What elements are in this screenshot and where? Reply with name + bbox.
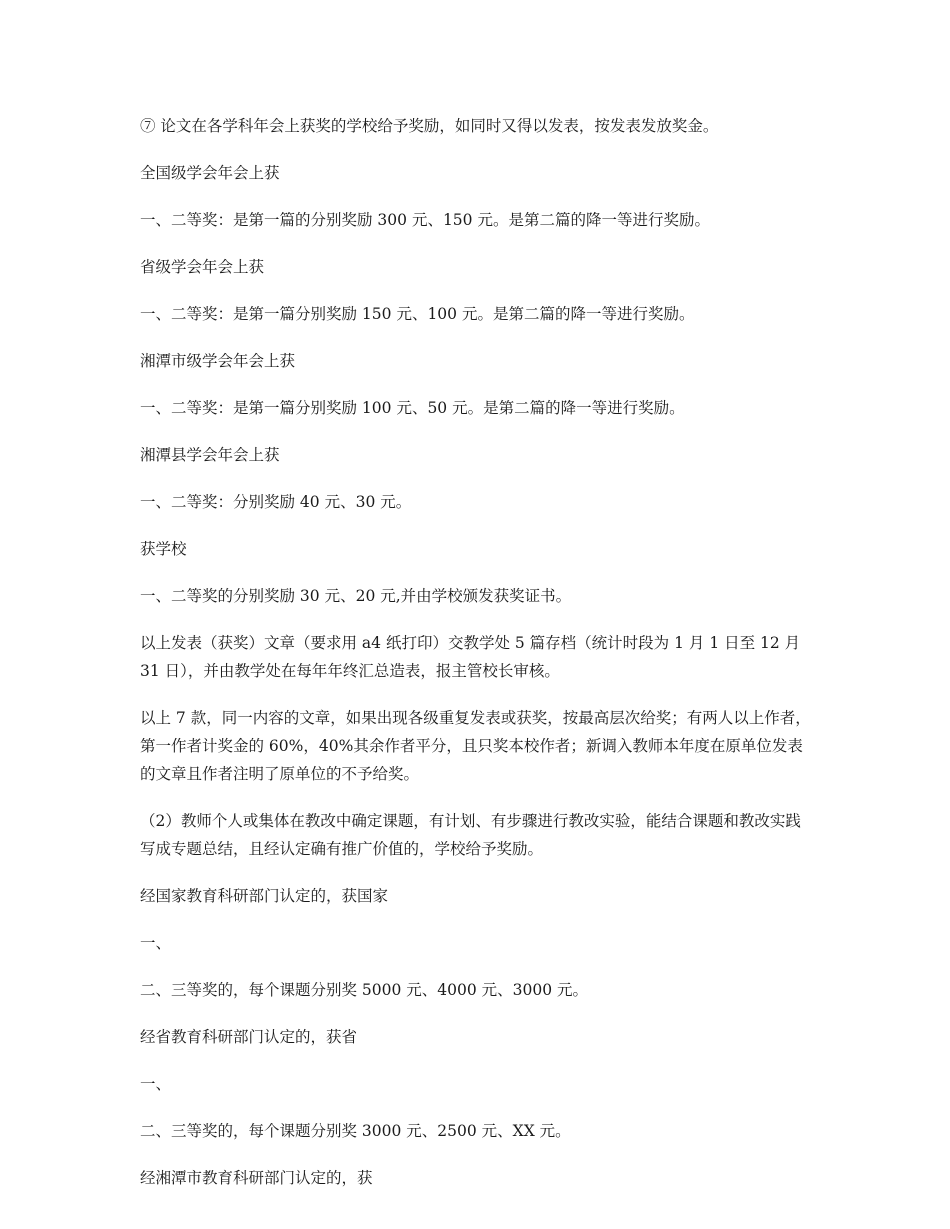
- paragraph-duplicate-rule: 以上 7 款，同一内容的文章，如果出现各级重复发表或获奖，按最高层次给奖；有两人以上作者，第一作者计奖金的 60%，40%其余作者平分，且只奖本校作者；新调入教师本年度在原单位发表的文章且作者注明了原单位的不予给奖。: [140, 709, 811, 783]
- paragraph-city-heading: 湘潭市级学会年会上获: [140, 352, 296, 370]
- paragraph-school-heading: 获学校: [140, 540, 187, 558]
- paragraph-provincial-research-first: 一、: [140, 1075, 172, 1093]
- document-body: [140, 112, 812, 1211]
- paragraph-county-award: 一、二等奖：分别奖励 40 元、30 元。: [140, 493, 412, 511]
- paragraph-national-award: 一、二等奖：是第一篇的分别奖励 300 元、150 元。是第二篇的降一等进行奖励。: [140, 211, 710, 229]
- paragraph-national-research-heading: 经国家教育科研部门认定的，获国家: [140, 887, 389, 905]
- paragraph-provincial-research-heading: 经省教育科研部门认定的，获省: [140, 1028, 358, 1046]
- paragraph-provincial-heading: 省级学会年会上获: [140, 258, 265, 276]
- paragraph-research-project-rule: （2）教师个人或集体在教改中确定课题，有计划、有步骤进行教改实验，能结合课题和教改实践写成专题总结，且经认定确有推广价值的，学校给予奖励。: [140, 812, 801, 858]
- paragraph-county-heading: 湘潭县学会年会上获: [140, 446, 280, 464]
- paragraph-thesis-award-rule: ⑦ 论文在各学科年会上获奖的学校给予奖励，如同时又得以发表，按发表发放奖金。: [140, 117, 719, 135]
- paragraph-provincial-research-award: 二、三等奖的，每个课题分别奖 3000 元、2500 元、XX 元。: [140, 1122, 571, 1140]
- paragraph-national-heading: 全国级学会年会上获: [140, 164, 280, 182]
- paragraph-national-research-first: 一、: [140, 934, 172, 952]
- paragraph-city-award: 一、二等奖：是第一篇分别奖励 100 元、50 元。是第二篇的降一等进行奖励。: [140, 399, 685, 417]
- paragraph-archiving-rule: 以上发表（获奖）文章（要求用 a4 纸打印）交教学处 5 篇存档（统计时段为 1 月 1 日至 12 月 31 日），并由教学处在每年年终汇总造表，报主管校长审核。: [140, 634, 801, 680]
- paragraph-provincial-award: 一、二等奖：是第一篇分别奖励 150 元、100 元。是第二篇的降一等进行奖励。: [140, 305, 695, 323]
- paragraph-city-research-heading: 经湘潭市教育科研部门认定的，获: [140, 1169, 373, 1187]
- paragraph-school-award: 一、二等奖的分别奖励 30 元、20 元,并由学校颁发获奖证书。: [140, 587, 572, 605]
- paragraph-national-research-award: 二、三等奖的，每个课题分别奖 5000 元、4000 元、3000 元。: [140, 981, 589, 999]
